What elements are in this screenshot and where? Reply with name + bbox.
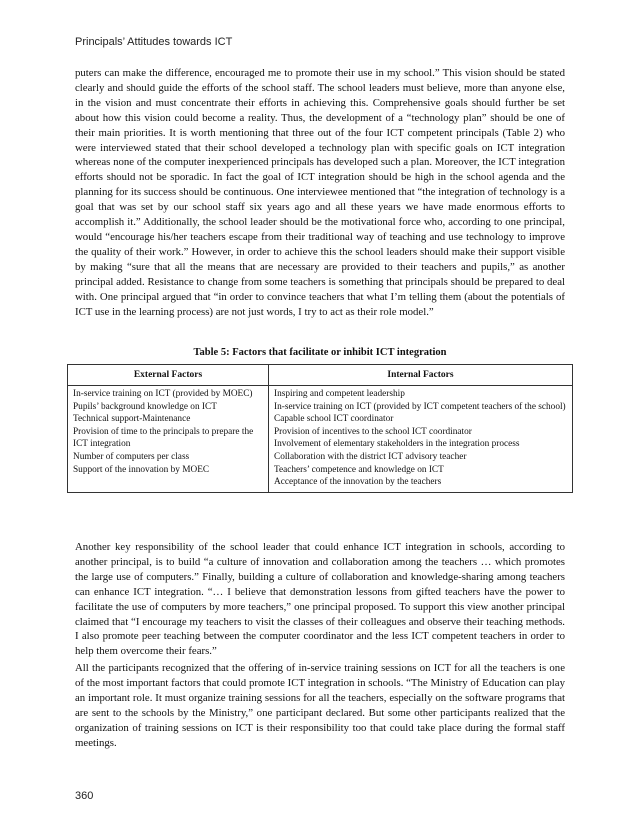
external-factor-item: Support of the innovation by MOEC (73, 464, 210, 475)
internal-factor-item: Acceptance of the innovation by the teachers (274, 477, 442, 488)
external-factors-header: External Factors (68, 365, 269, 386)
table-body-row (68, 386, 573, 493)
external-factor-item: In-service training on ICT (provided by MOEC) (73, 389, 253, 399)
external-factors-cell (68, 386, 269, 493)
internal-factor-item: Collaboration with the district ICT advisory teacher (274, 451, 467, 462)
external-factor-item: Provision of time to the principals to prepare the ICT integration (73, 426, 254, 450)
table-header-row (68, 365, 573, 386)
external-factor-item: Number of computers per class (73, 451, 190, 462)
factors-table (67, 364, 573, 493)
external-factor-item: Technical support-Maintenance (73, 414, 191, 425)
body-paragraph-1: puters can make the difference, encouraged me to promote their use in my school.” This vision should be stated clearly and should guide the efforts of the school staff. The school leaders must believe, more than anyone else, in the vision and must concentrate their efforts in achieving this. Comprehensive goals should further be set about how this vision could become a reality. Thus, the development of a “technology plan” should be one of their main priorities. It is worth mentioning that three out of the four ICT competent principals (Table 2) who were interviewed stated that their school developed a technology plan with specific goals on ICT integration whereas none of the computer inexperienced principals has developed such a plan. Moreover, the ICT integration efforts should not be sporadic. In fact the goal of ICT integration should be high in the school agenda and the planning for its success should be continuous. One interviewee mentioned that “the integration of technology is a goal that was set by our school staff six years ago and all these years we have made enormous efforts to accomplish it.” Additionally, the school leader should be the motivational force who, according to one principal, would “encourage his/her teachers escape from their traditional way of teaching and use technology to improve the quality of their work.” However, in order to achieve this the school leaders should make their support visible by making “sure that all the means that are necessary are provided to their teachers and pupils,” as another principal added. Resistance to change from some teachers is something that principals should be prepared to deal with. One principal argued that “in order to convince teachers that what I’m telling them (about the potentials of ICT use in the learning process) are not just words, I try to act as their role model.” (75, 67, 565, 318)
internal-factor-item: Involvement of elementary stakeholders in the integration process (274, 439, 520, 450)
body-paragraph-3: All the participants recognized that the offering of in-service training sessions on ICT for all the teachers is one of the most important factors that could promote ICT integration in schools. “The Ministry of Education can play an important role. It must organize training sessions for all the teachers, especially on the software programs that are sent to the schools by the Ministry,” one participant declared. But some other participants realized that the organization of training sessions on ICT is their responsibility too that could take place during the formal staff meetings. (75, 662, 565, 749)
internal-factor-item: In-service training on ICT (provided by ICT competent teachers of the school) (274, 401, 566, 412)
body-paragraph-2: Another key responsibility of the school leader that could enhance ICT integration in schools, according to another principal, is to build “a culture of innovation and collaboration among the teachers … which promotes the large use of computers.” Finally, building a culture of collaboration and knowledge-sharing among teachers can enhance ICT integration. “… I believe that demonstration lessons from gifted teachers have the power to facilitate the use of computers by more teachers,” one principal proposed. To support this view another principal claimed that “I encourage my teachers to visit the classes of their colleagues and observe their teaching methods. I also promote peer teaching between the computer coordinator and the less ICT competent teachers in order to help them overcome their fears.” (75, 541, 565, 658)
internal-factors-header: Internal Factors (269, 365, 573, 386)
internal-factor-item: Capable school ICT coordinator (274, 414, 394, 425)
internal-factor-item: Inspiring and competent leadership (274, 389, 405, 399)
internal-factor-item: Teachers’ competence and knowledge on ICT (274, 464, 444, 475)
internal-factor-item: Provision of incentives to the school ICT coordinator (274, 426, 472, 437)
internal-factors-cell (269, 386, 573, 493)
external-factor-item: Pupils’ background knowledge on ICT (73, 401, 217, 412)
table-caption: Table 5: Factors that facilitate or inhibit ICT integration (193, 347, 447, 358)
page-number: 360 (75, 790, 94, 802)
running-header: Principals’ Attitudes towards ICT (75, 36, 233, 48)
